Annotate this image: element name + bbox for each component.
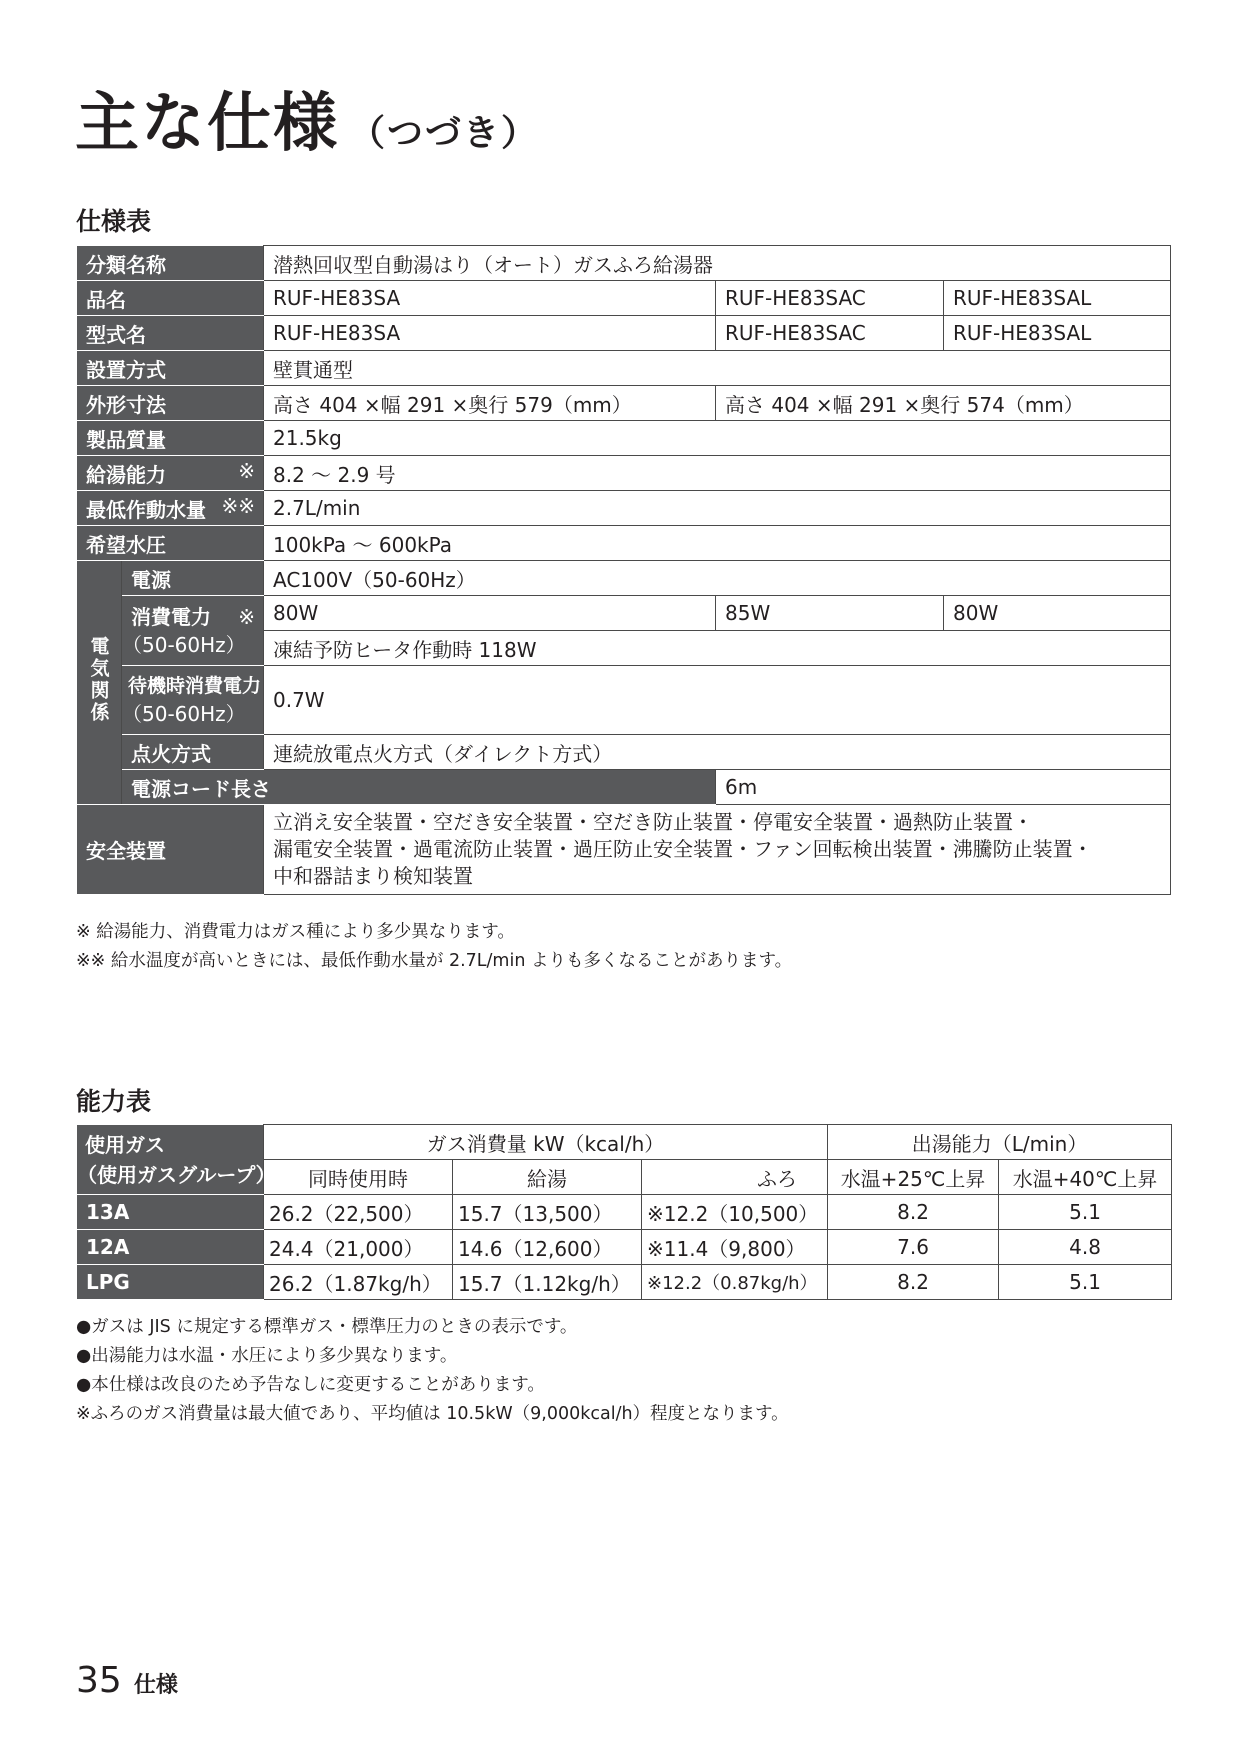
kyuto-label-text: 給湯能力 bbox=[86, 462, 166, 487]
setchi-value: 壁貫通型 bbox=[264, 351, 1171, 386]
capacity-cell: 7.6 bbox=[828, 1230, 999, 1265]
setchi-label: 設置方式 bbox=[77, 351, 264, 386]
page-title bbox=[75, 84, 539, 174]
shitsuryo-label: 製品質量 bbox=[77, 421, 264, 456]
saitei-label-text: 最低作動水量 bbox=[86, 497, 206, 522]
capacity-row-12a bbox=[77, 1230, 1172, 1265]
anzen-label: 安全装置 bbox=[77, 805, 264, 895]
code-label: 電源コード長さ bbox=[122, 770, 716, 805]
hinmei-value: RUF-HE83SAL bbox=[944, 281, 1171, 316]
gas-type-header bbox=[77, 1125, 276, 1195]
page-number: 35 bbox=[76, 1660, 122, 1701]
spec-row-hinmei bbox=[77, 281, 1171, 316]
saitei-value: 2.7L/min bbox=[264, 491, 1171, 526]
spec-row-saitei bbox=[77, 491, 1171, 526]
capacity-cell: 5.1 bbox=[999, 1195, 1172, 1230]
footer-section-title: 仕様 bbox=[133, 1673, 178, 1698]
spec-row-code bbox=[77, 770, 1171, 805]
shohi-hz: （50-60Hz） bbox=[122, 632, 246, 657]
saitei-note-mark: ※※ bbox=[221, 493, 255, 518]
spec-row-gaikei bbox=[77, 386, 1171, 421]
gas-type: 12A bbox=[77, 1230, 264, 1265]
gas-type-header-line: 使用ガス bbox=[85, 1132, 165, 1157]
spec-row-anzen bbox=[77, 805, 1171, 895]
hinmei-value: RUF-HE83SA bbox=[264, 281, 716, 316]
spec-row-bunrui bbox=[77, 246, 1171, 281]
spec-notes bbox=[76, 918, 792, 976]
taiki-label-text: 待機時消費電力 bbox=[128, 675, 262, 697]
bunrui-value: 潜熱回収型自動湯はり（オート）ガスふろ給湯器 bbox=[264, 246, 1171, 281]
tenka-value: 連続放電点火方式（ダイレクト方式） bbox=[264, 735, 1171, 770]
subheader-temp25: 水温+25℃上昇 bbox=[828, 1160, 999, 1195]
capacity-cell: 8.2 bbox=[828, 1195, 999, 1230]
dengen-label: 電源 bbox=[122, 561, 264, 596]
kyuto-note-mark: ※ bbox=[238, 458, 255, 483]
katashiki-label: 型式名 bbox=[77, 316, 264, 351]
spec-row-shohi bbox=[77, 596, 1171, 631]
gaikei-value: 高さ 404 ×幅 291 ×奥行 579（mm） bbox=[264, 386, 716, 421]
page-title-main: 主な仕様 bbox=[75, 87, 339, 161]
kyuto-label bbox=[77, 456, 264, 491]
page-footer bbox=[76, 1660, 178, 1701]
capacity-header-row bbox=[77, 1125, 1172, 1160]
anzen-line: 立消え安全装置・空だき安全装置・空だき防止装置・停電安全装置・過熱防止装置・ bbox=[273, 810, 1033, 834]
katashiki-value: RUF-HE83SAL bbox=[944, 316, 1171, 351]
capacity-cell: ※11.4（9,800） bbox=[642, 1230, 828, 1265]
gas-type: LPG bbox=[77, 1265, 264, 1300]
spec-row-shitsuryo bbox=[77, 421, 1171, 456]
capacity-note: ●出湯能力は水温・水圧により多少異なります。 bbox=[76, 1346, 458, 1366]
capacity-cell: 15.7（13,500） bbox=[453, 1195, 642, 1230]
shohi-value: 80W bbox=[264, 596, 716, 631]
kibo-label: 希望水圧 bbox=[77, 526, 264, 561]
subheader-kyuto: 給湯 bbox=[453, 1160, 642, 1195]
capacity-cell: 8.2 bbox=[828, 1265, 999, 1300]
anzen-value bbox=[264, 805, 1171, 895]
spec-note: ※※ 給水温度が高いときには、最低作動水量が 2.7L/min よりも多くなることがあります。 bbox=[76, 951, 793, 971]
kibo-value: 100kPa ～ 600kPa bbox=[264, 526, 1171, 561]
denki-group-text: 電気関係 bbox=[87, 636, 110, 724]
capacity-cell: 5.1 bbox=[999, 1265, 1172, 1300]
shohi-value: 80W bbox=[944, 596, 1171, 631]
gas-type-header-line: （使用ガスグループ） bbox=[77, 1162, 276, 1187]
anzen-line: 漏電安全装置・過電流防止装置・過圧防止安全装置・ファン回転検出装置・沸騰防止装置・ bbox=[273, 837, 1093, 861]
capacity-row-lpg bbox=[77, 1265, 1172, 1300]
shohi-note-mark: ※ bbox=[238, 604, 255, 629]
spec-row-katashiki bbox=[77, 316, 1171, 351]
toketsu-value: 凍結予防ヒータ作動時 118W bbox=[264, 631, 1171, 666]
spec-table bbox=[76, 245, 1171, 895]
taiki-hz: （50-60Hz） bbox=[122, 702, 246, 726]
spec-table-heading: 仕様表 bbox=[76, 207, 152, 236]
spec-note: ※ 給湯能力、消費電力はガス種により多少異なります。 bbox=[76, 922, 515, 942]
gas-type: 13A bbox=[77, 1195, 264, 1230]
katashiki-value: RUF-HE83SA bbox=[264, 316, 716, 351]
capacity-cell: ※12.2（10,500） bbox=[642, 1195, 828, 1230]
capacity-cell: 24.4（21,000） bbox=[264, 1230, 453, 1265]
spec-row-dengen bbox=[77, 561, 1171, 596]
denki-group-label bbox=[77, 561, 122, 805]
capacity-table bbox=[76, 1124, 1172, 1300]
capacity-cell: 26.2（22,500） bbox=[264, 1195, 453, 1230]
taiki-label bbox=[122, 666, 264, 735]
subheader-temp40: 水温+40℃上昇 bbox=[999, 1160, 1172, 1195]
capacity-row-13a bbox=[77, 1195, 1172, 1230]
page-title-sub: （つづき） bbox=[349, 113, 540, 154]
gaikei-value: 高さ 404 ×幅 291 ×奥行 574（mm） bbox=[716, 386, 1171, 421]
subheader-simultaneous: 同時使用時 bbox=[264, 1160, 453, 1195]
hinmei-label: 品名 bbox=[77, 281, 264, 316]
capacity-cell: 26.2（1.87kg/h） bbox=[264, 1265, 453, 1300]
saitei-label bbox=[77, 491, 264, 526]
anzen-line: 中和器詰まり検知装置 bbox=[273, 864, 473, 888]
spec-row-kyuto bbox=[77, 456, 1171, 491]
capacity-cell: 15.7（1.12kg/h） bbox=[453, 1265, 642, 1300]
spec-row-taiki bbox=[77, 666, 1171, 735]
tenka-label: 点火方式 bbox=[122, 735, 264, 770]
spec-row-tenka bbox=[77, 735, 1171, 770]
dengen-value: AC100V（50-60Hz） bbox=[264, 561, 1171, 596]
shohi-label-text: 消費電力 bbox=[131, 604, 211, 629]
gaikei-label: 外形寸法 bbox=[77, 386, 264, 421]
shitsuryo-value: 21.5kg bbox=[264, 421, 1171, 456]
hinmei-value: RUF-HE83SAC bbox=[716, 281, 944, 316]
spec-row-setchi bbox=[77, 351, 1171, 386]
subheader-furo: ふろ bbox=[642, 1160, 828, 1195]
shohi-label bbox=[122, 596, 264, 666]
katashiki-value: RUF-HE83SAC bbox=[716, 316, 944, 351]
capacity-cell: ※12.2（0.87kg/h） bbox=[642, 1265, 828, 1300]
code-value: 6m bbox=[716, 770, 1171, 805]
capacity-note: ●ガスは JIS に規定する標準ガス・標準圧力のときの表示です。 bbox=[76, 1317, 578, 1337]
capacity-cell: 14.6（12,600） bbox=[453, 1230, 642, 1265]
bunrui-label: 分類名称 bbox=[77, 246, 264, 281]
output-header: 出湯能力（L/min） bbox=[828, 1125, 1172, 1160]
capacity-cell: 4.8 bbox=[999, 1230, 1172, 1265]
taiki-value: 0.7W bbox=[264, 666, 1171, 735]
capacity-note: ※ふろのガス消費量は最大値であり、平均値は 10.5kW（9,000kcal/h）程度となります。 bbox=[76, 1404, 789, 1424]
consumption-header: ガス消費量 kW（kcal/h） bbox=[264, 1125, 828, 1160]
capacity-note: ●本仕様は改良のため予告なしに変更することがあります。 bbox=[76, 1375, 545, 1395]
shohi-value: 85W bbox=[716, 596, 944, 631]
capacity-notes bbox=[76, 1313, 789, 1429]
kyuto-value: 8.2 ～ 2.9 号 bbox=[264, 456, 1171, 491]
capacity-table-heading: 能力表 bbox=[76, 1087, 152, 1116]
spec-row-kibo bbox=[77, 526, 1171, 561]
